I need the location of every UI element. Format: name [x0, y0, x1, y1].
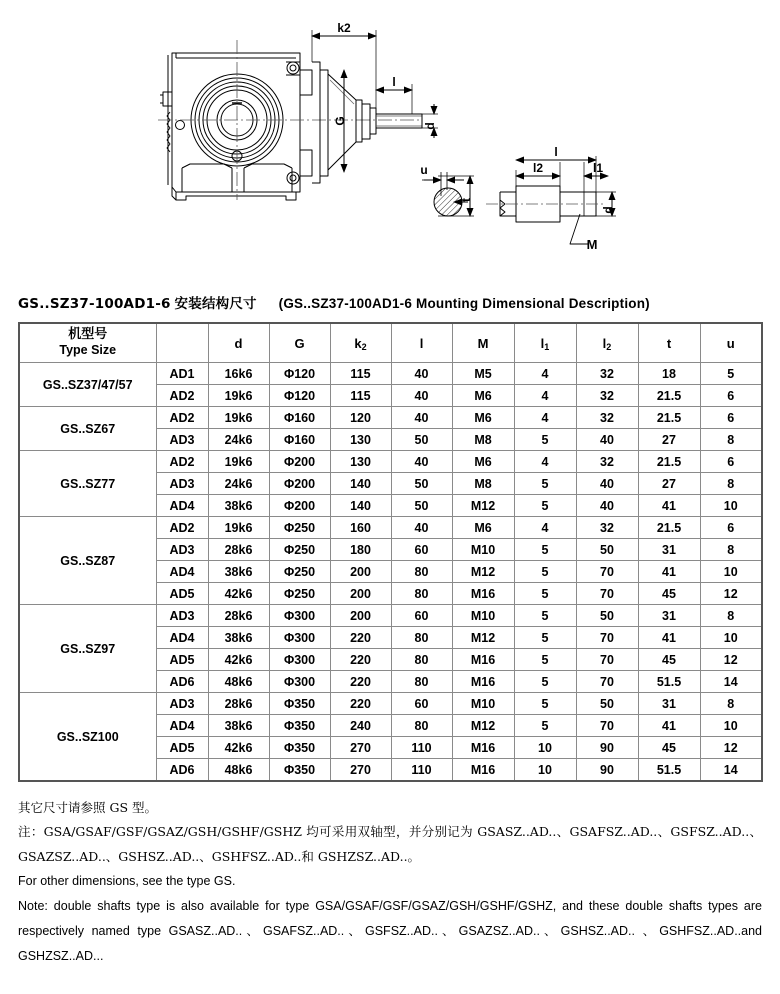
cell-l2: 32: [576, 517, 638, 539]
title-text-cn: 安装结构尺寸: [174, 296, 257, 312]
cell-l1: 4: [514, 363, 576, 385]
table-row: [19, 693, 762, 715]
header-G: G: [269, 323, 330, 363]
cell-t: 45: [638, 583, 700, 605]
cell-u: 6: [700, 517, 762, 539]
cell-u: 12: [700, 583, 762, 605]
cell-M: M12: [452, 561, 514, 583]
cell-l1: 5: [514, 671, 576, 693]
cell-d: 19k6: [208, 385, 269, 407]
cell-l1: 5: [514, 649, 576, 671]
cell-ad: AD2: [156, 407, 208, 429]
cell-t: 51.5: [638, 671, 700, 693]
cell-l1: 10: [514, 759, 576, 782]
cell-ad: AD4: [156, 715, 208, 737]
cell-t: 41: [638, 715, 700, 737]
cell-d: 42k6: [208, 737, 269, 759]
cell-G: Φ350: [269, 737, 330, 759]
header-u: u: [700, 323, 762, 363]
label-l-main: l: [392, 75, 396, 89]
cell-t: 31: [638, 605, 700, 627]
cell-M: M10: [452, 605, 514, 627]
cell-M: M12: [452, 495, 514, 517]
cell-t: 45: [638, 737, 700, 759]
cell-d: 19k6: [208, 517, 269, 539]
cell-u: 14: [700, 759, 762, 782]
dimension-table-container: [18, 322, 762, 782]
notes-section: [18, 796, 762, 994]
cell-d: 28k6: [208, 539, 269, 561]
cell-ad: AD2: [156, 451, 208, 473]
cell-M: M6: [452, 407, 514, 429]
cell-l: 60: [391, 539, 452, 561]
cell-t: 41: [638, 495, 700, 517]
cell-l2: 90: [576, 759, 638, 782]
cell-ad: AD5: [156, 583, 208, 605]
title-code-cn: GS..SZ37-100AD1-6: [18, 296, 171, 312]
cell-l1: 5: [514, 605, 576, 627]
cell-l1: 5: [514, 473, 576, 495]
cell-l1: 5: [514, 627, 576, 649]
cell-G: Φ300: [269, 649, 330, 671]
cell-M: M6: [452, 385, 514, 407]
cell-ad: AD2: [156, 385, 208, 407]
cell-G: Φ250: [269, 583, 330, 605]
header-M: M: [452, 323, 514, 363]
cell-u: 8: [700, 429, 762, 451]
cell-l2: 50: [576, 693, 638, 715]
header-l: l: [391, 323, 452, 363]
cell-l: 80: [391, 715, 452, 737]
cell-k2: 120: [330, 407, 391, 429]
label-G: G: [333, 116, 347, 126]
header-type-en: Type Size: [59, 343, 117, 358]
cell-l2: 40: [576, 473, 638, 495]
cell-k2: 200: [330, 605, 391, 627]
technical-drawing: [0, 0, 780, 280]
cell-l1: 10: [514, 737, 576, 759]
table-row: [19, 407, 762, 429]
cell-ad: AD3: [156, 473, 208, 495]
cell-M: M8: [452, 429, 514, 451]
cell-d: 24k6: [208, 429, 269, 451]
note-cn-line2: 注：GSA/GSAF/GSF/GSAZ/GSH/GSHF/GSHZ 均可采用双轴型，并分别记为 GSASZ..AD..、GSAFSZ..AD..、GSFSZ..AD..、GSAZSZ..AD..、GSHSZ..AD..、GSHFSZ..AD..和 GSHZSZ..AD..。: [18, 824, 762, 864]
label-l1: l1: [592, 161, 604, 175]
cell-l1: 4: [514, 385, 576, 407]
cell-l1: 4: [514, 407, 576, 429]
group-name-cell: GS..SZ100: [19, 693, 156, 782]
cell-k2: 160: [330, 517, 391, 539]
cell-l: 80: [391, 561, 452, 583]
cell-u: 5: [700, 363, 762, 385]
cell-M: M12: [452, 715, 514, 737]
note-en-line2: Note: double shafts type is also available for type GSA/GSAF/GSF/GSAZ/GSH/GSHF/GSHZ, and these double shafts types are respectively named type GSASZ..AD..、GSAFSZ..AD..、GSFSZ..AD..、GSAZSZ..AD..、GSHSZ..AD.. 、GSHFSZ..AD..and GSHZSZ..AD...: [18, 899, 762, 964]
cell-G: Φ250: [269, 517, 330, 539]
cell-G: Φ200: [269, 451, 330, 473]
cell-u: 8: [700, 473, 762, 495]
cell-l: 50: [391, 495, 452, 517]
label-l-detail: l: [554, 145, 558, 159]
label-d-detail: d: [601, 206, 615, 214]
cell-l1: 4: [514, 451, 576, 473]
cell-l: 60: [391, 605, 452, 627]
cell-l: 110: [391, 737, 452, 759]
cell-t: 45: [638, 649, 700, 671]
table-header-row: [19, 323, 762, 363]
cell-k2: 220: [330, 671, 391, 693]
header-t: t: [638, 323, 700, 363]
cell-ad: AD4: [156, 561, 208, 583]
cell-u: 6: [700, 407, 762, 429]
cell-l1: 5: [514, 495, 576, 517]
cell-G: Φ120: [269, 385, 330, 407]
output-flange-and-shaft: [312, 62, 422, 183]
cell-k2: 140: [330, 495, 391, 517]
cell-l: 40: [391, 407, 452, 429]
cell-l: 80: [391, 649, 452, 671]
cell-l1: 4: [514, 517, 576, 539]
title-text-en: (GS..SZ37-100AD1-6 Mounting Dimensional Description): [278, 296, 650, 311]
cell-l: 80: [391, 583, 452, 605]
cell-k2: 130: [330, 429, 391, 451]
keyway-section-detail: [422, 172, 474, 216]
cell-G: Φ200: [269, 495, 330, 517]
cell-k2: 220: [330, 627, 391, 649]
page-title: [18, 292, 780, 312]
table-row: [19, 363, 762, 385]
cell-M: M16: [452, 583, 514, 605]
cell-d: 24k6: [208, 473, 269, 495]
cell-l1: 5: [514, 715, 576, 737]
cell-u: 8: [700, 605, 762, 627]
cell-k2: 240: [330, 715, 391, 737]
cell-M: M12: [452, 627, 514, 649]
cell-t: 21.5: [638, 407, 700, 429]
cell-t: 18: [638, 363, 700, 385]
cell-t: 41: [638, 561, 700, 583]
cell-d: 38k6: [208, 561, 269, 583]
cell-G: Φ250: [269, 539, 330, 561]
cell-l2: 70: [576, 671, 638, 693]
label-t: t: [459, 198, 473, 202]
label-u: u: [420, 163, 428, 177]
cell-l2: 50: [576, 539, 638, 561]
cell-M: M16: [452, 649, 514, 671]
cell-d: 42k6: [208, 583, 269, 605]
cell-l1: 5: [514, 539, 576, 561]
cell-l: 80: [391, 627, 452, 649]
cell-ad: AD6: [156, 671, 208, 693]
cell-M: M10: [452, 539, 514, 561]
cell-k2: 270: [330, 759, 391, 782]
header-type-cn: 机型号: [68, 327, 108, 343]
cell-ad: AD3: [156, 605, 208, 627]
cell-l2: 70: [576, 561, 638, 583]
label-M: M: [586, 237, 598, 252]
header-ad: [156, 323, 208, 363]
cell-d: 16k6: [208, 363, 269, 385]
cell-G: Φ350: [269, 715, 330, 737]
cell-l: 80: [391, 671, 452, 693]
cell-l2: 32: [576, 407, 638, 429]
cell-G: Φ200: [269, 473, 330, 495]
label-l2: l2: [532, 161, 544, 175]
cell-u: 14: [700, 671, 762, 693]
cell-M: M5: [452, 363, 514, 385]
note-cn-line1: 其它尺寸请参照 GS 型。: [18, 800, 157, 815]
cell-l1: 5: [514, 583, 576, 605]
cell-u: 8: [700, 539, 762, 561]
cell-l2: 70: [576, 715, 638, 737]
cell-l: 50: [391, 473, 452, 495]
cell-t: 27: [638, 429, 700, 451]
cell-ad: AD3: [156, 693, 208, 715]
cell-k2: 130: [330, 451, 391, 473]
cell-l1: 5: [514, 429, 576, 451]
cell-t: 21.5: [638, 385, 700, 407]
cell-d: 19k6: [208, 451, 269, 473]
cell-u: 10: [700, 627, 762, 649]
table-row: [19, 451, 762, 473]
cell-l2: 70: [576, 583, 638, 605]
group-name-cell: GS..SZ97: [19, 605, 156, 693]
cell-l2: 32: [576, 363, 638, 385]
cell-l2: 90: [576, 737, 638, 759]
cell-u: 10: [700, 715, 762, 737]
cell-d: 48k6: [208, 759, 269, 782]
table-body: [19, 363, 762, 782]
cell-ad: AD6: [156, 759, 208, 782]
cell-k2: 270: [330, 737, 391, 759]
table-row: [19, 605, 762, 627]
cell-G: Φ120: [269, 363, 330, 385]
cell-u: 8: [700, 693, 762, 715]
cell-G: Φ300: [269, 605, 330, 627]
cell-u: 10: [700, 495, 762, 517]
cell-d: 42k6: [208, 649, 269, 671]
cell-d: 38k6: [208, 627, 269, 649]
cell-ad: AD3: [156, 429, 208, 451]
cell-M: M6: [452, 517, 514, 539]
header-l1: $l_1$: [514, 323, 576, 363]
cell-k2: 220: [330, 693, 391, 715]
cell-l2: 40: [576, 429, 638, 451]
cell-d: 28k6: [208, 605, 269, 627]
cell-G: Φ300: [269, 627, 330, 649]
cell-l2: 50: [576, 605, 638, 627]
cell-M: M8: [452, 473, 514, 495]
gearbox-drawing-svg: [0, 0, 780, 280]
header-k2: $k_2$: [330, 323, 391, 363]
cell-ad: AD5: [156, 737, 208, 759]
cell-ad: AD3: [156, 539, 208, 561]
note-en-line1: For other dimensions, see the type GS.: [18, 874, 236, 889]
cell-l2: 32: [576, 385, 638, 407]
cell-u: 10: [700, 561, 762, 583]
cell-M: M16: [452, 737, 514, 759]
cell-ad: AD5: [156, 649, 208, 671]
cell-d: 28k6: [208, 693, 269, 715]
cell-k2: 180: [330, 539, 391, 561]
group-name-cell: GS..SZ37/47/57: [19, 363, 156, 407]
cell-k2: 200: [330, 561, 391, 583]
cell-u: 12: [700, 737, 762, 759]
cell-G: Φ350: [269, 759, 330, 782]
cell-d: 48k6: [208, 671, 269, 693]
label-k2: k2: [337, 21, 351, 35]
cell-ad: AD4: [156, 495, 208, 517]
mounting-dimension-table: [18, 322, 763, 782]
cell-G: Φ250: [269, 561, 330, 583]
cell-l2: 40: [576, 495, 638, 517]
cell-l1: 5: [514, 693, 576, 715]
gearbox-housing-outline: [160, 53, 312, 200]
cell-ad: AD4: [156, 627, 208, 649]
cell-l: 110: [391, 759, 452, 782]
group-name-cell: GS..SZ67: [19, 407, 156, 451]
cell-k2: 200: [330, 583, 391, 605]
cell-k2: 220: [330, 649, 391, 671]
cell-M: M10: [452, 693, 514, 715]
dimension-d-main: [422, 104, 438, 138]
cell-l: 50: [391, 429, 452, 451]
header-d: d: [208, 323, 269, 363]
cell-u: 6: [700, 385, 762, 407]
cell-u: 12: [700, 649, 762, 671]
cell-k2: 115: [330, 385, 391, 407]
cell-l2: 32: [576, 451, 638, 473]
cell-ad: AD2: [156, 517, 208, 539]
cell-t: 27: [638, 473, 700, 495]
cell-G: Φ350: [269, 693, 330, 715]
cell-k2: 115: [330, 363, 391, 385]
cell-d: 38k6: [208, 715, 269, 737]
cell-l: 40: [391, 517, 452, 539]
cell-M: M16: [452, 671, 514, 693]
cell-l: 40: [391, 451, 452, 473]
cell-t: 41: [638, 627, 700, 649]
cell-t: 31: [638, 693, 700, 715]
cell-t: 21.5: [638, 517, 700, 539]
cell-ad: AD1: [156, 363, 208, 385]
cell-t: 31: [638, 539, 700, 561]
cell-l: 60: [391, 693, 452, 715]
cell-l2: 70: [576, 649, 638, 671]
group-name-cell: GS..SZ77: [19, 451, 156, 517]
cell-d: 38k6: [208, 495, 269, 517]
header-l2: $l_2$: [576, 323, 638, 363]
cell-d: 19k6: [208, 407, 269, 429]
cell-t: 21.5: [638, 451, 700, 473]
cell-M: M16: [452, 759, 514, 782]
table-row: [19, 517, 762, 539]
cell-l: 40: [391, 363, 452, 385]
cell-k2: 140: [330, 473, 391, 495]
cell-t: 51.5: [638, 759, 700, 782]
cell-G: Φ160: [269, 429, 330, 451]
cell-M: M6: [452, 451, 514, 473]
cell-u: 6: [700, 451, 762, 473]
header-type-size: [19, 323, 156, 363]
cell-G: Φ160: [269, 407, 330, 429]
cell-l2: 70: [576, 627, 638, 649]
label-d-main: d: [423, 122, 437, 130]
cell-l1: 5: [514, 561, 576, 583]
cell-G: Φ300: [269, 671, 330, 693]
group-name-cell: GS..SZ87: [19, 517, 156, 605]
cell-l: 40: [391, 385, 452, 407]
